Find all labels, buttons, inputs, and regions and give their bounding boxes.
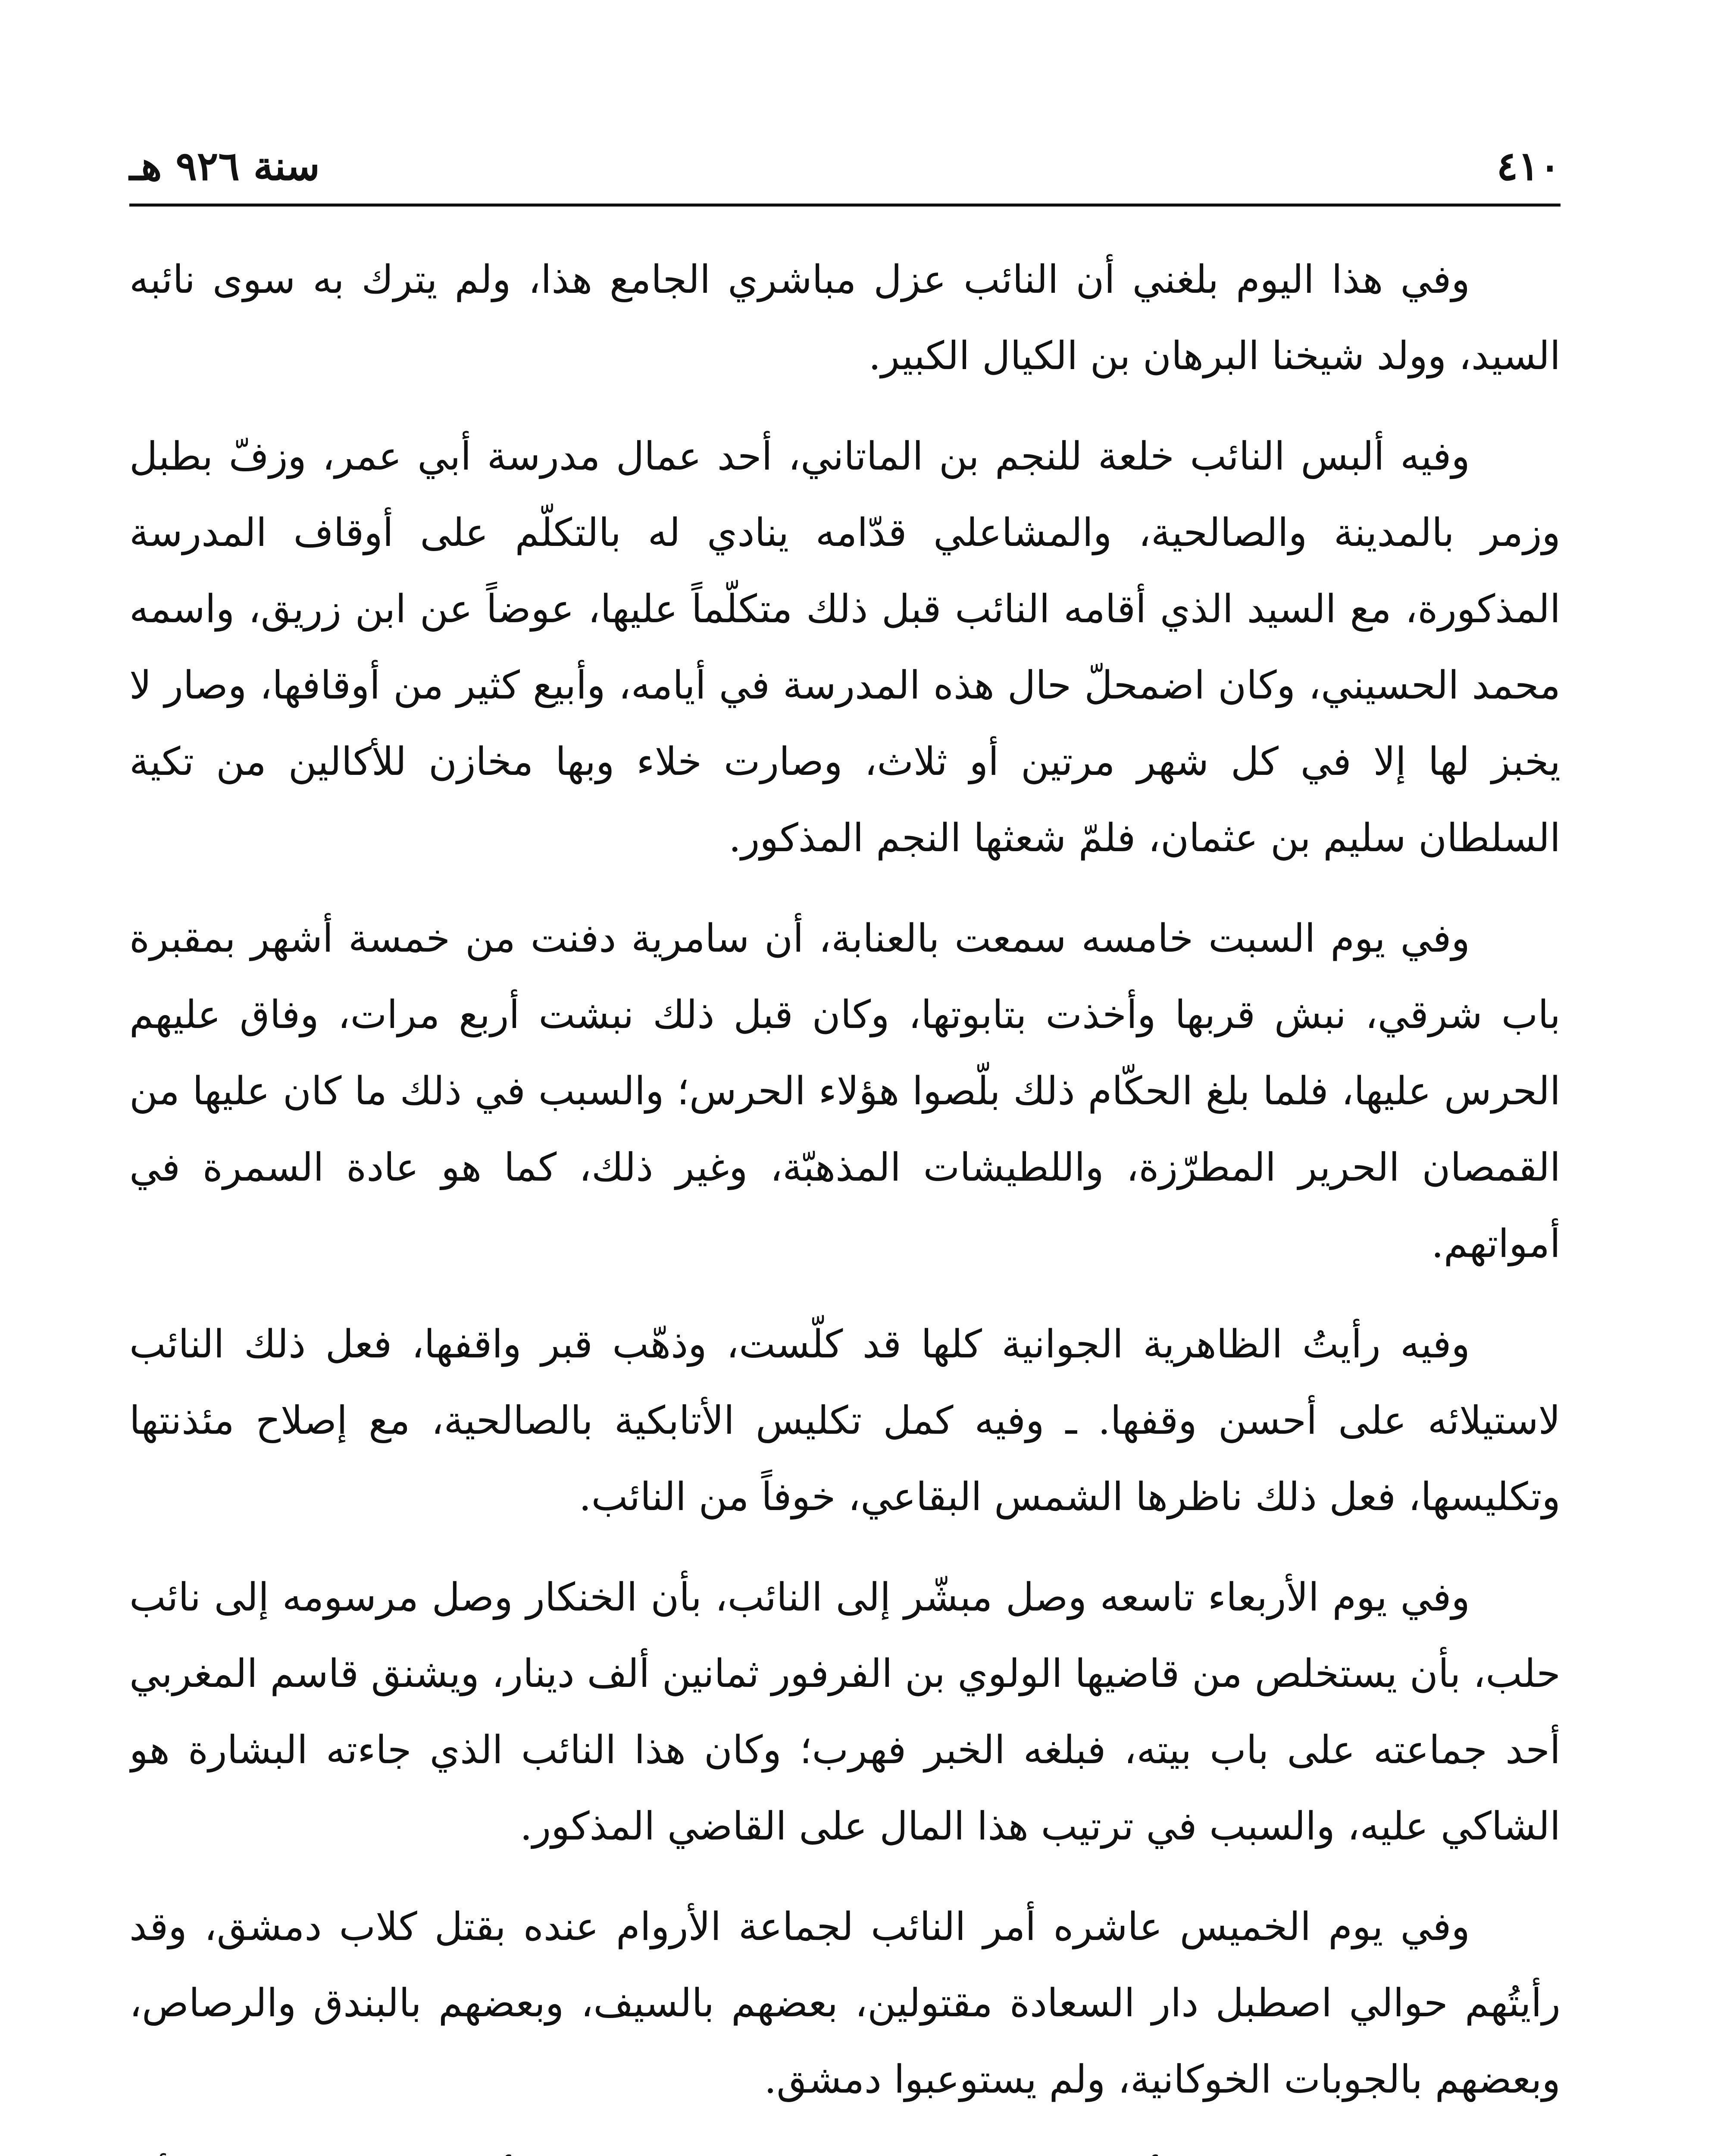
running-head: سنة ٩٢٦ هـ bbox=[129, 143, 320, 189]
page-number: ٤١٠ bbox=[1496, 143, 1561, 189]
paragraph-4: وفيه رأيتُ الظاهرية الجوانية كلها قد كلّست، وذهّب قبر واقفها، فعل ذلك النائب لاستيلائه على أحسن وقفها. ـ وفيه كمل تكليس الأتابكية بالصالحية، مع إصلاح مئذنتها وتكليسها، فعل ذلك ناظرها الشمس البقاعي، خوفاً من النائب. bbox=[129, 1322, 1561, 1520]
paragraph-2: وفيه ألبس النائب خلعة للنجم بن الماتاني، أحد عمال مدرسة أبي عمر، وزفّ بطبل وزمر بالمدينة والصالحية، والمشاعلي قدّامه ينادي له بالتكلّم على أوقاف المدرسة المذكورة، مع السيد الذي أقامه النائب قبل ذلك متكلّماً عليها، عوضاً عن ابن زريق، واسمه محمد الحسيني، وكان اضمحلّ حال هذه المدرسة في أيامه، وأبيع كثير من أوقافها، وصار لا يخبز لها إلا في كل شهر مرتين أو ثلاث، وصارت خلاء وبها مخازن للأكالين من تكية السلطان سليم بن عثمان، فلمّ شعثها النجم المذكور. bbox=[129, 434, 1561, 861]
paragraph-6: وفي يوم الخميس عاشره أمر النائب لجماعة الأروام عنده بقتل كلاب دمشق، وقد رأيتُهم حوالي اصطبل دار السعادة مقتولين، بعضهم بالسيف، وبعضهم بالبندق والرصاص، وبعضهم بالجوبات الخوكانية، ولم يستوعبوا دمشق. bbox=[129, 1904, 1561, 2102]
page-header bbox=[129, 129, 1561, 203]
paragraph-7 bbox=[129, 2142, 1561, 2156]
paragraph-5: وفي يوم الأربعاء تاسعه وصل مبشّر إلى النائب، بأن الخنكار وصل مرسومه إلى نائب حلب، بأن يستخلص من قاضيها الولوي بن الفرفور ثمانين ألف دينار، ويشنق قاسم المغربي أحد جماعته على باب بيته، فبلغه الخبر فهرب؛ وكان هذا النائب الذي جاءته البشارة هو الشاكي عليه، والسبب في ترتيب هذا المال على القاضي المذكور. bbox=[129, 1575, 1561, 1849]
paragraph-3: وفي يوم السبت خامسه سمعت بالعنابة، أن سامرية دفنت من خمسة أشهر بمقبرة باب شرقي، نبش قربها وأخذت بتابوتها، وكان قبل ذلك نبشت أربع مرات، وفاق عليهم الحرس عليها، فلما بلغ الحكّام ذلك بلّصوا هؤلاء الحرس؛ والسبب في ذلك ما كان عليها من القمصان الحرير المطرّزة، واللطيشات المذهبّة، وغير ذلك، كما هو عادة السمرة في أمواتهم. bbox=[129, 916, 1561, 1266]
header-rule bbox=[129, 204, 1561, 207]
paragraph-1: وفي هذا اليوم بلغني أن النائب عزل مباشري الجامع هذا، ولم يترك به سوى نائبه السيد، وولد شيخنا البرهان بن الكيال الكبير. bbox=[129, 257, 1561, 379]
body-text bbox=[129, 241, 1561, 2156]
